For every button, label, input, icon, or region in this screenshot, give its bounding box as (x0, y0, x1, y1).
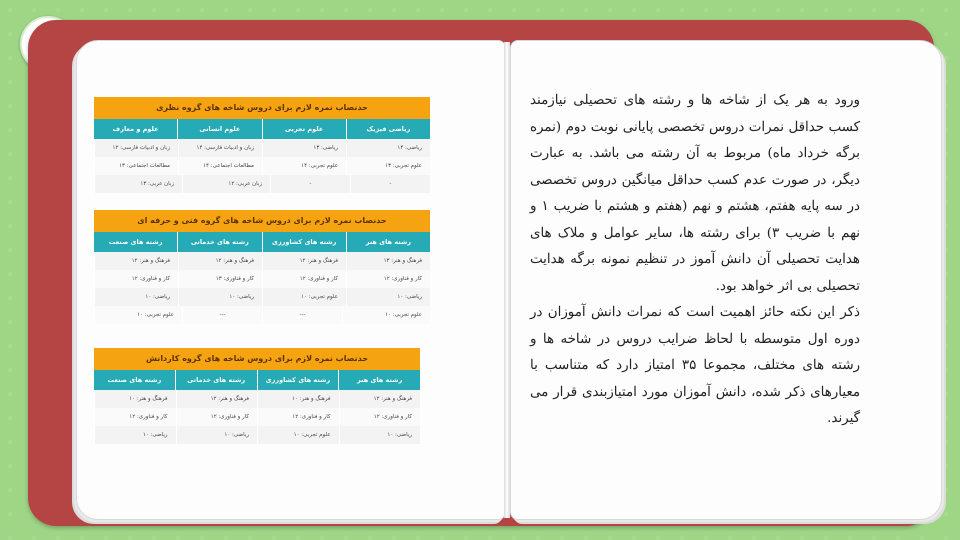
table-cell: کار و فناوری: ۱۲ (94, 408, 176, 426)
table-cell: فرهنگ و هنر: ۱۳ (346, 252, 430, 270)
table-header (94, 370, 420, 390)
table-cell: کار و فناوری: ۱۲ (94, 270, 178, 288)
table-cell: علوم تجربی: ۱۰ (342, 306, 430, 324)
table-cell: ریاضی: ۱۰ (339, 426, 421, 444)
table-cell: فرهنگ و هنر: ۱۰ (257, 390, 339, 408)
table-cell: علوم تجربی: ۱۰ (257, 426, 339, 444)
table-row (94, 175, 430, 193)
table-cell: فرهنگ و هنر: ۱۲ (176, 390, 258, 408)
column-header: رشته های کشاورزی (257, 370, 339, 390)
table-cell: کار و فناوری: ۱۲ (339, 408, 421, 426)
column-header: رشته های صنعت (107, 376, 162, 384)
table-cell: --- (182, 306, 262, 324)
table-title: حدنصاب نمره لازم برای دروس شاخه های گروه نظری (94, 97, 430, 119)
column-header: رشته های خدماتی (175, 370, 257, 390)
table-cell: - (270, 175, 350, 193)
table-row (94, 270, 430, 288)
column-header: رشته های هنر (346, 232, 430, 252)
table-cell: علوم تجربی: ۱۳ (346, 157, 430, 175)
column-header: رشته های هنر (338, 370, 420, 390)
table-cell: فرهنگ و هنر: ۱۰ (94, 390, 176, 408)
table-cell: ریاضی: ۱۴ (346, 139, 430, 157)
table-theoretical-group (94, 97, 430, 193)
column-header: علوم و معارف (112, 125, 159, 133)
table-cell: زبان و ادبیات فارسی: ۱۲ (94, 139, 178, 157)
table-cell: علوم تجربی: ۱۴ (262, 157, 346, 175)
column-header: علوم تجربی (262, 119, 346, 139)
column-header: رشته های صنعت (108, 238, 163, 246)
table-cell: علوم تجربی: ۱۰ (262, 288, 346, 306)
table-cell: فرهنگ و هنر: ۱۲ (178, 252, 262, 270)
table-cell: ریاضی: ۱۰ (346, 288, 430, 306)
table-cell: --- (262, 306, 342, 324)
table-vocational-group (94, 348, 420, 444)
table-cell: - (350, 175, 430, 193)
table-header (94, 232, 430, 252)
table-cell: زبان عربی: ۱۳ (94, 175, 182, 193)
table-cell: مطالعات اجتماعی: ۱۴ (178, 157, 262, 175)
table-row (94, 390, 420, 408)
table-cell: فرهنگ و هنر: ۱۲ (262, 252, 346, 270)
table-cell: علوم تجربی: ۱۰ (94, 306, 182, 324)
column-header: ریاضی فیزیک (346, 119, 430, 139)
table-cell: مطالعات اجتماعی: ۱۳ (94, 157, 178, 175)
table-title: حدنصاب نمره لازم برای دروس شاخه های گروه کاردانش (94, 348, 420, 370)
table-cell: زبان عربی: ۱۲ (182, 175, 270, 193)
table-row (94, 408, 420, 426)
table-row (94, 288, 430, 306)
table-row (94, 252, 430, 270)
table-cell: ریاضی: ۱۰ (176, 426, 258, 444)
paragraph-admission: ورود به هر یک از شاخه ها و رشته های تحصیلی نیازمند کسب حداقل نمرات دروس تخصصی پایانی نوبت دوم (نمره برگه خرداد ماه) مربوط به آن رشته می باشد. به عبارت دیگر، در صورت عدم کسب حداقل میانگین دروس تخصصی در سه پایه هفتم، هشتم و نهم (هفتم و هشتم با ضریب ۱ و نهم با ضریب ۳) برای رشته ها، سایر عوامل و ملاک های هدایت تحصیلی آن دانش آموز در تنظیم نمونه برگه هدایت تحصیلی بی اثر خواهد بود. (530, 93, 860, 294)
table-cell: کار و فناوری: ۱۲ (176, 408, 258, 426)
table-cell: فرهنگ و هنر: ۱۲ (339, 390, 421, 408)
table-row (94, 306, 430, 324)
table-cell: کار و فناوری: ۱۲ (346, 270, 430, 288)
table-row (94, 426, 420, 444)
paragraph-scoring: ذکر این نکته حائز اهمیت است که نمرات دانش آموزان در دوره اول متوسطه با لحاظ ضرایب دروس در شاخه ها و رشته های مختلف، مجموعا ۳۵ امتیاز دارد که متناسب با معیارهای ذکر شده، دانش آموزان مورد امتیازبندی قرار می گیرند. (530, 305, 861, 426)
table-row (94, 139, 430, 157)
column-header: رشته های خدماتی (177, 232, 261, 252)
table-cell: کار و فناوری: ۱۲ (262, 270, 346, 288)
table-cell: فرهنگ و هنر: ۱۲ (94, 252, 178, 270)
table-cell: ریاضی: ۱۰ (178, 288, 262, 306)
right-page-text (530, 88, 860, 433)
column-header: رشته های کشاورزی (262, 232, 346, 252)
table-cell: زبان و ادبیات فارسی: ۱۴ (178, 139, 262, 157)
table-cell: کار و فناوری: ۱۳ (178, 270, 262, 288)
table-cell: ریاضی: ۱۳ (262, 139, 346, 157)
table-technical-group (94, 210, 430, 324)
table-title: حدنصاب نمره لازم برای دروس شاخه های گروه فنی و حرفه ای (94, 210, 430, 232)
column-header: علوم انسانی (177, 119, 261, 139)
table-cell: ریاضی: ۱۰ (94, 288, 178, 306)
table-cell: کار و فناوری: ۱۲ (257, 408, 339, 426)
table-row (94, 157, 430, 175)
table-cell: ریاضی: ۱۰ (94, 426, 176, 444)
table-header (94, 119, 430, 139)
